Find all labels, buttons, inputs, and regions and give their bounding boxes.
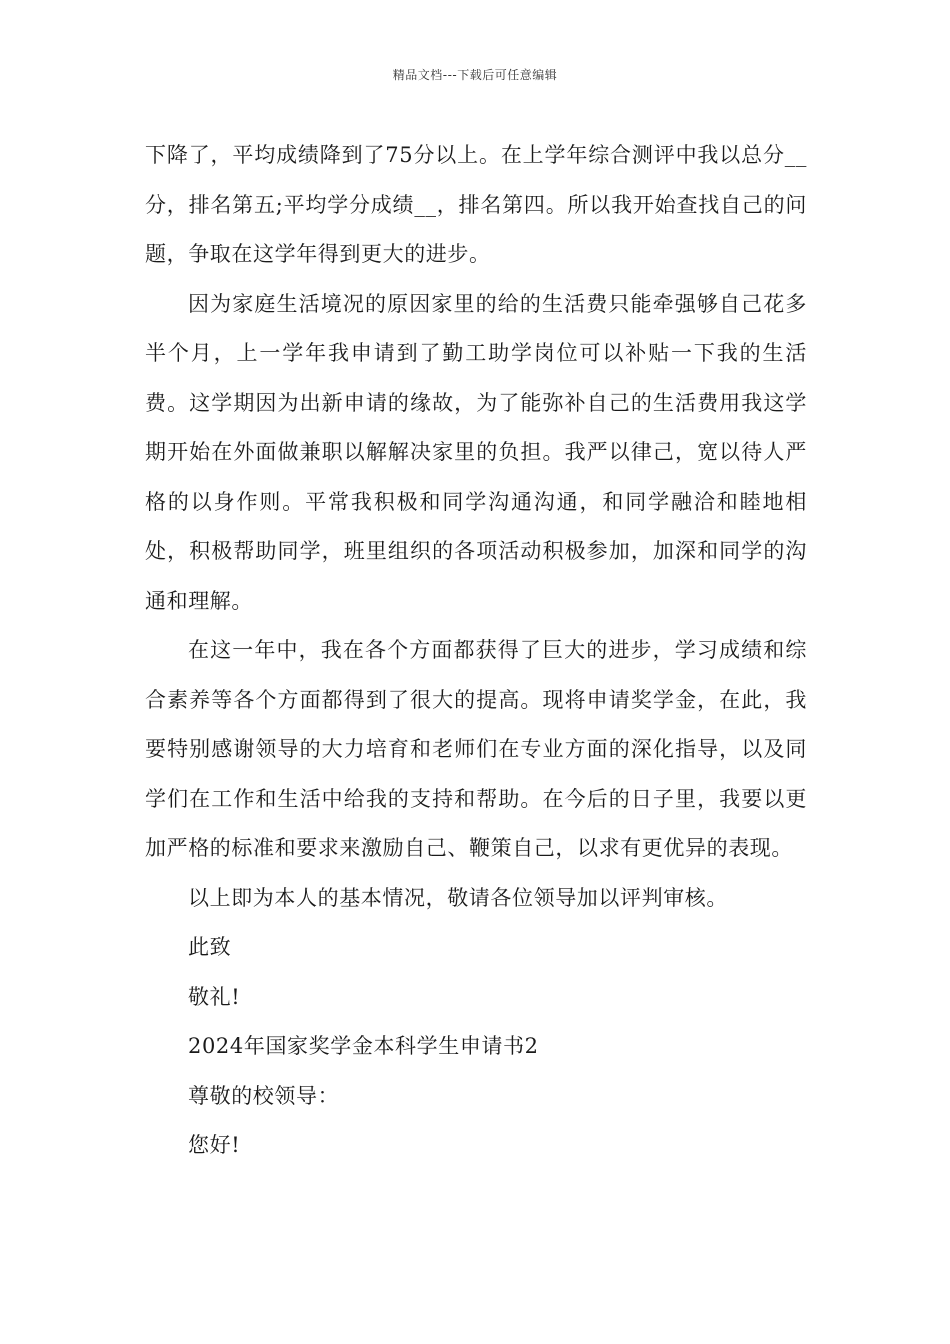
paragraph-4: 以上即为本人的基本情况，敬请各位领导加以评判审核。	[188, 885, 728, 910]
salutation: 尊敬的校领导：	[188, 1083, 340, 1108]
paragraph-3: 在这一年中，我在各个方面都获得了巨大的进步，学习成绩和综合素养等各个方面都得到了很大的提高。现将申请奖学金，在此，我要特别感谢领导的大力培育和老师们在专业方面的深化指导，以及同学们在工作和生活中给我的支持和帮助。在今后的日子里，我要以更加严格的标准和要求来激励自己、鞭策自己，以求有更优异的表现。	[145, 638, 807, 860]
page-header: 精品文档---下载后可任意编辑	[392, 68, 558, 82]
closing-line-1: 此致	[188, 935, 232, 959]
closing-line-2: 敬礼!	[188, 984, 241, 1009]
second-letter-title: 2024年国家奖学金本科学生申请书2	[188, 1034, 539, 1058]
greeting: 您好!	[188, 1133, 241, 1157]
document-body	[145, 131, 807, 1171]
paragraph-1: 下降了，平均成绩降到了75分以上。在上学年综合测评中我以总分__分，排名第五;平均学分成绩__，排名第四。所以我开始查找自己的问题，争取在这学年得到更大的进步。	[145, 143, 807, 266]
paragraph-2: 因为家庭生活境况的原因家里的给的生活费只能牵强够自己花多半个月，上一学年我申请到了勤工助学岗位可以补贴一下我的生活费。这学期因为出新申请的缘故，为了能弥补自己的生活费用我这学期开始在外面做兼职以解解决家里的负担。我严以律己，宽以待人严格的以身作则。平常我积极和同学沟通沟通，和同学融洽和睦地相处，积极帮助同学，班里组织的各项活动积极参加，加深和同学的沟通和理解。	[145, 291, 807, 613]
